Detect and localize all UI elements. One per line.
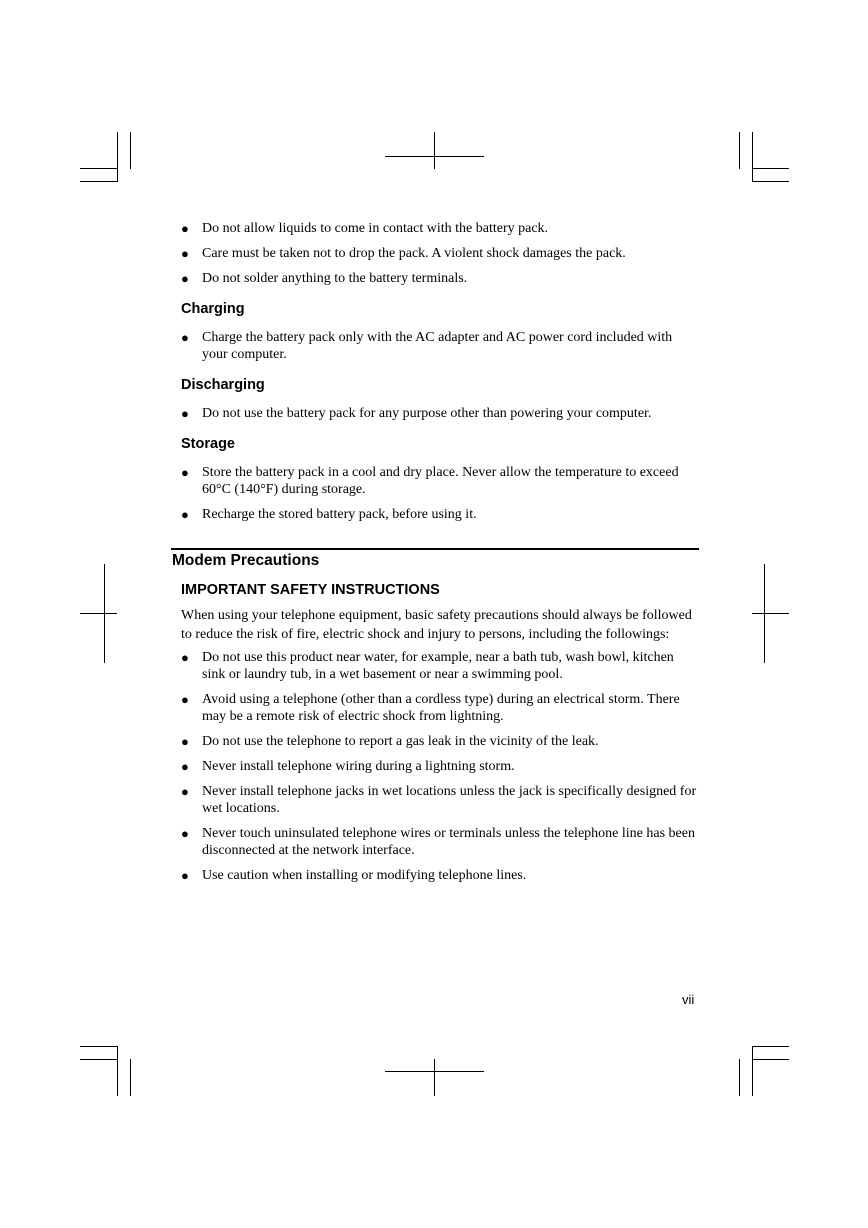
page-number: vii [682,992,695,1007]
section-title: Modem Precautions [172,552,320,569]
list-item-text: Recharge the stored battery pack, before using it. [202,507,477,522]
list-item [181,245,699,262]
crop-mark [752,181,789,182]
crop-mark [80,1059,117,1060]
list-item [181,405,699,422]
list-item [181,270,699,287]
list-item [181,464,699,498]
bullet-icon: ● [181,784,189,799]
intro-paragraph: When using your telephone equipment, basic safety precautions should always be followed to reduce the risk of fire, electric shock and injury to persons, including the followings: [181,608,692,642]
registration-mark [752,613,789,614]
list-item [181,691,699,725]
crop-mark [739,132,740,169]
bullet-icon: ● [181,271,189,286]
crop-mark [130,1059,131,1096]
list-item-text: Never install telephone jacks in wet locations unless the jack is specifically designed for wet locations. [202,784,697,816]
crop-mark [117,1046,118,1096]
storage-heading: Storage [181,436,235,452]
section-divider [171,548,699,550]
battery-precautions [181,220,699,531]
crop-mark [752,1059,789,1060]
safety-instructions-heading: IMPORTANT SAFETY INSTRUCTIONS [181,582,440,598]
bullet-icon: ● [181,406,189,421]
registration-mark [80,613,117,614]
crop-mark [117,132,118,182]
crop-mark [80,181,117,182]
list-item-text: Avoid using a telephone (other than a cordless type) during an electrical storm. There may be a remote risk of electric shock from lightning. [202,692,680,724]
charging-heading: Charging [181,301,245,317]
bullet-icon: ● [181,465,189,480]
list-item-text: Never touch uninsulated telephone wires or terminals unless the telephone line has been disconnected at the network interface. [202,826,695,858]
list-item-text: Do not use the battery pack for any purpose other than powering your computer. [202,406,652,421]
list-item-text: Do not use the telephone to report a gas leak in the vicinity of the leak. [202,734,599,749]
list-item [181,506,699,523]
bullet-icon: ● [181,330,189,345]
list-item [181,867,699,884]
bullet-icon: ● [181,246,189,261]
crop-mark [752,1046,789,1047]
list-item-text: Do not allow liquids to come in contact with the battery pack. [202,221,549,236]
registration-mark [434,1059,435,1096]
list-item-text: Charge the battery pack only with the AC adapter and AC power cord included with your computer. [202,330,673,362]
list-item-text: Do not solder anything to the battery terminals. [202,271,468,286]
bullet-icon: ● [181,868,189,883]
bullet-icon: ● [181,759,189,774]
discharging-heading: Discharging [181,377,265,393]
bullet-icon: ● [181,650,189,665]
crop-mark [752,132,753,182]
list-item [181,758,699,775]
crop-mark [130,132,131,169]
list-item-text: Do not use this product near water, for example, near a bath tub, wash bowl, kitchen sink or laundry tub, in a wet basement or near a swimming pool. [202,650,674,682]
list-item [181,329,699,363]
list-item [181,783,699,817]
bullet-icon: ● [181,692,189,707]
list-item-text: Never install telephone wiring during a lightning storm. [202,759,515,774]
bullet-icon: ● [181,221,189,236]
list-item-text: Store the battery pack in a cool and dry place. Never allow the temperature to exceed 60°C (140°F) during storage. [202,465,679,497]
crop-mark [752,168,789,169]
list-item-text: Use caution when installing or modifying telephone lines. [202,868,527,883]
modem-precautions [181,581,699,892]
list-item [181,733,699,750]
bullet-icon: ● [181,507,189,522]
crop-mark [80,168,117,169]
bullet-icon: ● [181,734,189,749]
list-item [181,825,699,859]
crop-mark [752,1046,753,1096]
list-item [181,649,699,683]
bullet-icon: ● [181,826,189,841]
crop-mark [739,1059,740,1096]
list-item-text: Care must be taken not to drop the pack. A violent shock damages the pack. [202,246,626,261]
list-item [181,220,699,237]
crop-mark [80,1046,117,1047]
registration-mark [434,132,435,169]
